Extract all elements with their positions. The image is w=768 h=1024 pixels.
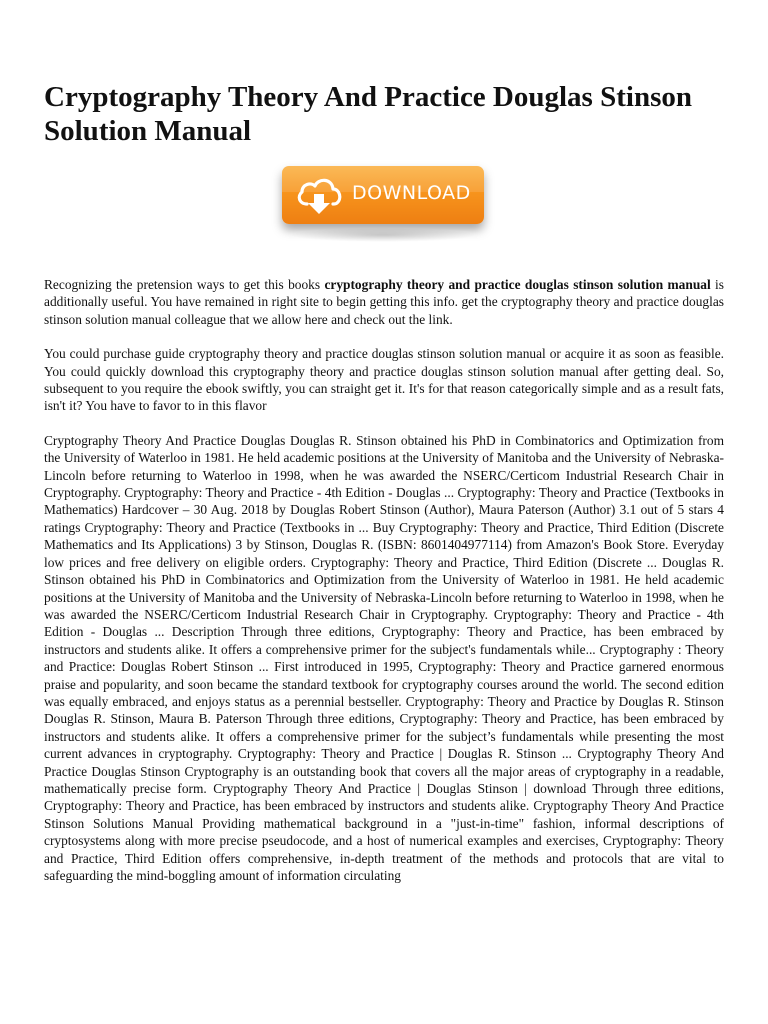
intro-text-end: is additionally useful. You have remained in right site to begin getting this info. get the cryptography theory and practice douglas stinson solution manual colleague that we allow here and check out the link. <box>44 277 724 327</box>
document-body <box>44 276 724 884</box>
intro-paragraph <box>44 276 724 328</box>
intro-text-start: Recognizing the pretension ways to get this books <box>44 277 325 292</box>
download-label: DOWNLOAD <box>352 182 471 204</box>
download-banner <box>278 164 488 246</box>
body-paragraph: Cryptography Theory And Practice Douglas Douglas R. Stinson obtained his PhD in Combinatorics and Optimization from the University of Waterloo in 1981. He held academic positions at the University of Manitoba and the University of Nebraska-Lincoln before returning to Waterloo in 1998, when he was awarded the NSERC/Certicom Industrial Research Chair in Cryptography. Cryptography: Theory and Practice - 4th Edition - Douglas ... Cryptography: Theory and Practice (Textbooks in Mathematics) Hardcover – 30 Aug. 2018 by Douglas Robert Stinson (Author), Maura Paterson (Author) 3.1 out of 5 stars 4 ratings Cryptography: Theory and Practice (Textbooks in ... Buy Cryptography: Theory and Practice, Third Edition (Discrete Mathematics and Its Applications) 3 by Stinson, Douglas R. (ISBN: 8601404977114) from Amazon's Book Store. Everyday low prices and free delivery on eligible orders. Cryptography: Theory and Practice, Third Edition (Discrete ... Douglas R. Stinson obtained his PhD in Combinatorics and Optimization from the University of Waterloo in 1981. He held academic positions at the University of Manitoba and the University of Nebraska-Lincoln before returning to Waterloo in 1998, when he was awarded the NSERC/Certicom Industrial Research Chair in Cryptography. Cryptography: Theory and Practice - 4th Edition - Douglas ... Description Through three editions, Cryptography: Theory and Practice, has been embraced by instructors and students alike. It offers a comprehensive primer for the subject's fundamentals while... Cryptography : Theory and Practice: Douglas Robert Stinson ... First introduced in 1995, Cryptography: Theory and Practice garnered enormous praise and popularity, and soon became the standard textbook for cryptography courses around the world. The second edition was equally embraced, and enjoys status as a perennial bestseller. Cryptography: Theory and Practice by Douglas R. Stinson Douglas R. Stinson, Maura B. Paterson Through three editions, Cryptography: Theory and Practice, has been embraced by instructors and students alike. It offers a comprehensive primer for the subject’s fundamentals while presenting the most current advances in cryptography. Cryptography: Theory and Practice | Douglas R. Stinson ... Cryptography Theory And Practice Douglas Stinson Cryptography is an outstanding book that covers all the major areas of cryptography in a readable, mathematically precise form. Cryptography Theory And Practice | Douglas Stinson | download Through three editions, Cryptography: Theory and Practice, has been embraced by instructors and students alike. Cryptography Theory And Practice Stinson Solutions Manual Providing mathematical background in a "just-in-time" fashion, informal descriptions of cryptosystems along with more precise pseudocode, and a host of numerical examples and exercises, Cryptography: Theory and Practice, Third Edition offers comprehensive, in-depth treatment of the methods and protocols that are vital to safeguarding the mind-boggling amount of information circulating <box>44 432 724 883</box>
download-button[interactable] <box>282 166 484 224</box>
second-paragraph: You could purchase guide cryptography theory and practice douglas stinson solution manual or acquire it as soon as feasible. You could quickly download this cryptography theory and practice douglas stinson solution manual after getting deal. So, subsequent to you require the ebook swiftly, you can straight get it. It's for that reason categorically simple and as a result fats, isn't it? You have to favor to in this flavor <box>44 346 724 414</box>
page-title: Cryptography Theory And Practice Douglas Stinson Solution Manual <box>44 81 692 147</box>
intro-bold-title: cryptography theory and practice douglas stinson solution manual <box>324 277 711 292</box>
cloud-download-icon <box>294 172 344 218</box>
button-shadow <box>290 228 476 242</box>
